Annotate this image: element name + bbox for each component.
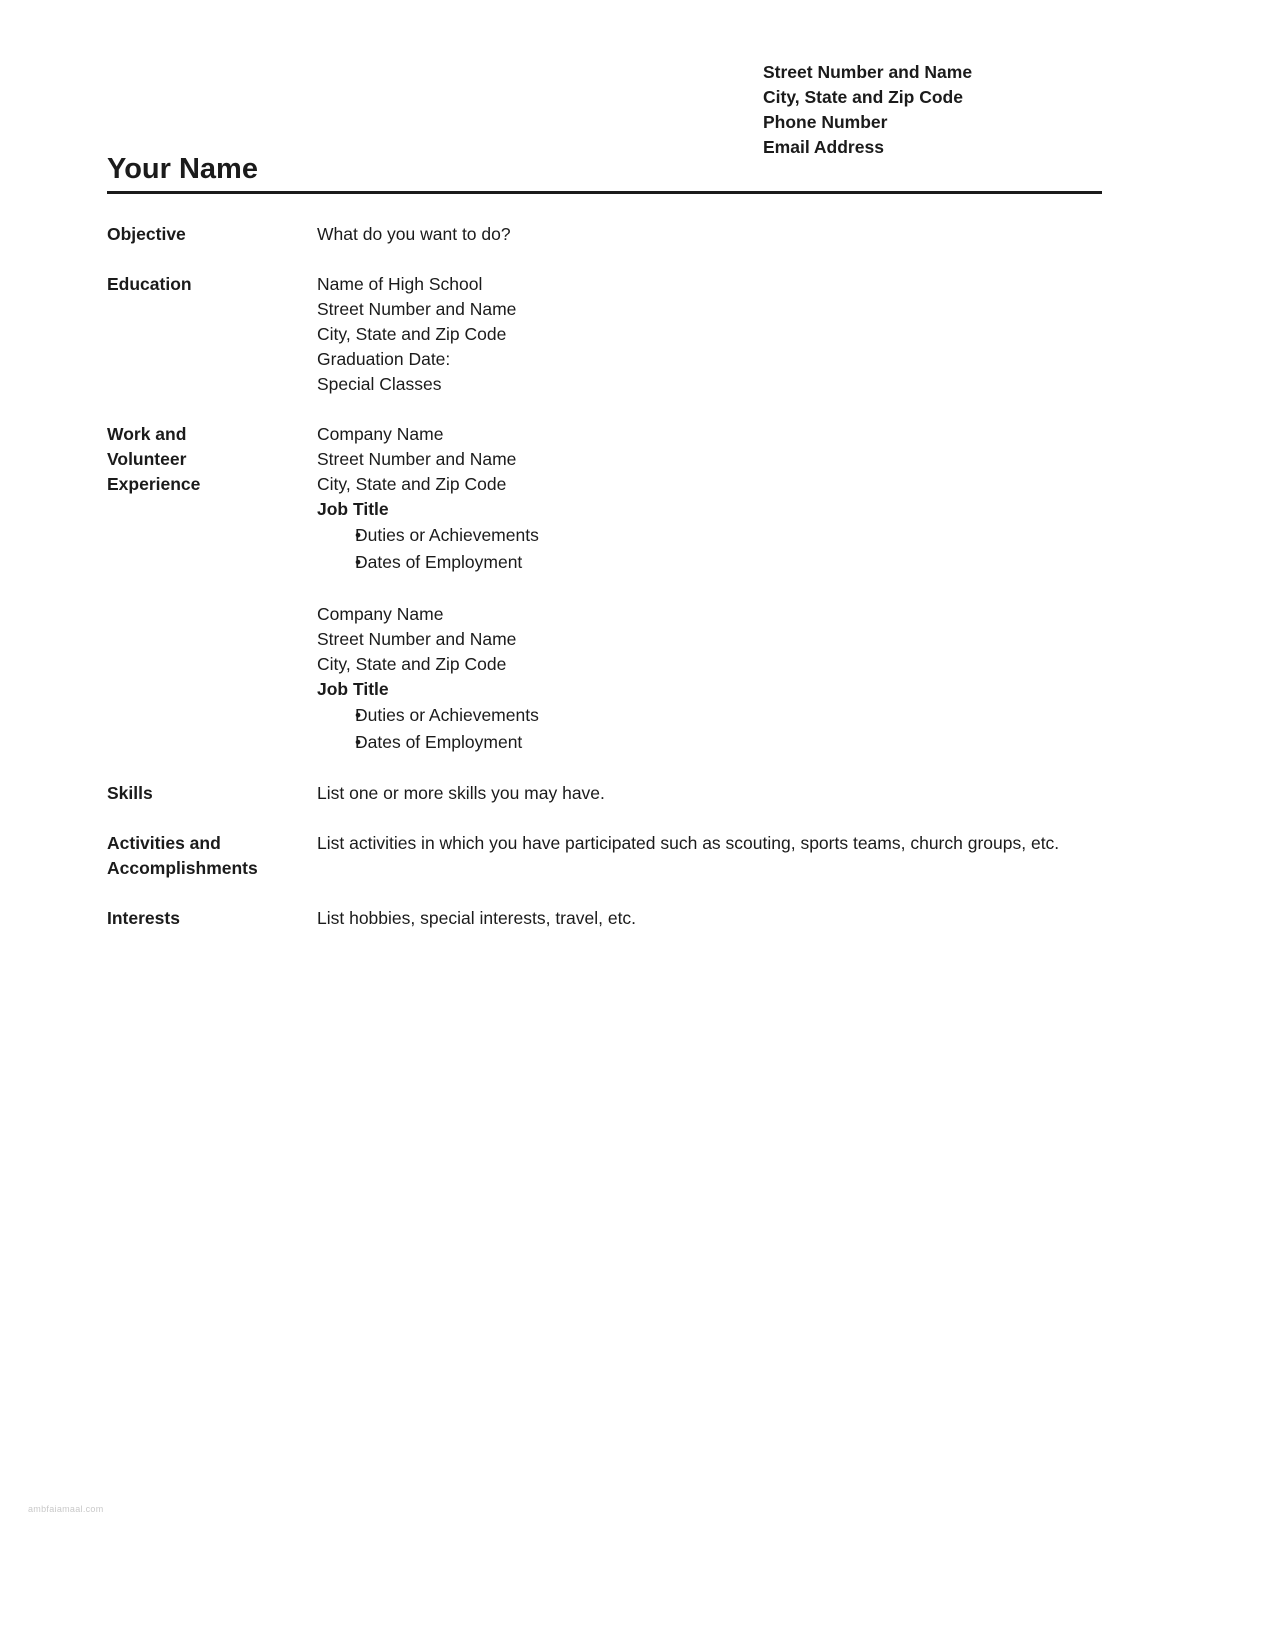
job-entry (317, 602, 1087, 756)
job-street: Street Number and Name (317, 449, 517, 469)
bullet-icon (317, 522, 355, 549)
education-grad-date: Graduation Date: (317, 349, 451, 369)
watermark-text: ambfaiamaal.com (28, 1504, 104, 1514)
job-bullet (317, 522, 1087, 549)
contact-email: Email Address (763, 137, 884, 157)
resume-body (107, 222, 1102, 956)
job-title: Job Title (317, 679, 389, 699)
job-bullet (317, 702, 1087, 729)
job-bullet-text: Dates of Employment (355, 732, 523, 752)
education-street: Street Number and Name (317, 299, 517, 319)
education-label: Education (107, 274, 192, 294)
work-label (107, 422, 317, 756)
bullet-icon (317, 729, 355, 756)
education-school: Name of High School (317, 274, 483, 294)
activities-label (107, 831, 317, 881)
education-city: City, State and Zip Code (317, 324, 507, 344)
job-company: Company Name (317, 424, 444, 444)
name-block (107, 152, 1102, 194)
section-activities (107, 831, 1102, 881)
interests-text: List hobbies, special interests, travel, etc. (317, 908, 637, 928)
job-city: City, State and Zip Code (317, 654, 507, 674)
bullet-icon (317, 702, 355, 729)
job-street: Street Number and Name (317, 629, 517, 649)
job-bullet-text: Dates of Employment (355, 552, 523, 572)
objective-label: Objective (107, 224, 186, 244)
job-entry (317, 422, 1087, 576)
education-special-classes: Special Classes (317, 374, 442, 394)
skills-label: Skills (107, 783, 153, 803)
job-company: Company Name (317, 604, 444, 624)
activities-text: List activities in which you have participated such as scouting, sports teams, church groups, etc. (317, 833, 1060, 853)
section-education (107, 272, 1102, 397)
contact-phone: Phone Number (763, 112, 888, 132)
contact-street: Street Number and Name (763, 62, 973, 82)
work-label-line2: Volunteer (107, 449, 187, 469)
page-title: Your Name (107, 153, 258, 185)
bullet-icon (317, 549, 355, 576)
objective-text: What do you want to do? (317, 224, 511, 244)
section-interests (107, 906, 1102, 931)
section-objective (107, 222, 1102, 247)
interests-label: Interests (107, 908, 180, 928)
work-label-line1: Work and (107, 424, 187, 444)
contact-city: City, State and Zip Code (763, 87, 963, 107)
activities-label-line1: Activities and (107, 833, 221, 853)
activities-label-line2: Accomplishments (107, 858, 258, 878)
job-title: Job Title (317, 499, 389, 519)
job-bullet (317, 549, 1087, 576)
job-bullet-text: Duties or Achievements (355, 705, 539, 725)
contact-block (763, 60, 972, 160)
work-label-line3: Experience (107, 474, 201, 494)
job-bullet (317, 729, 1087, 756)
section-work-experience (107, 422, 1102, 756)
job-bullet-text: Duties or Achievements (355, 525, 539, 545)
section-skills (107, 781, 1102, 806)
skills-text: List one or more skills you may have. (317, 783, 605, 803)
job-city: City, State and Zip Code (317, 474, 507, 494)
